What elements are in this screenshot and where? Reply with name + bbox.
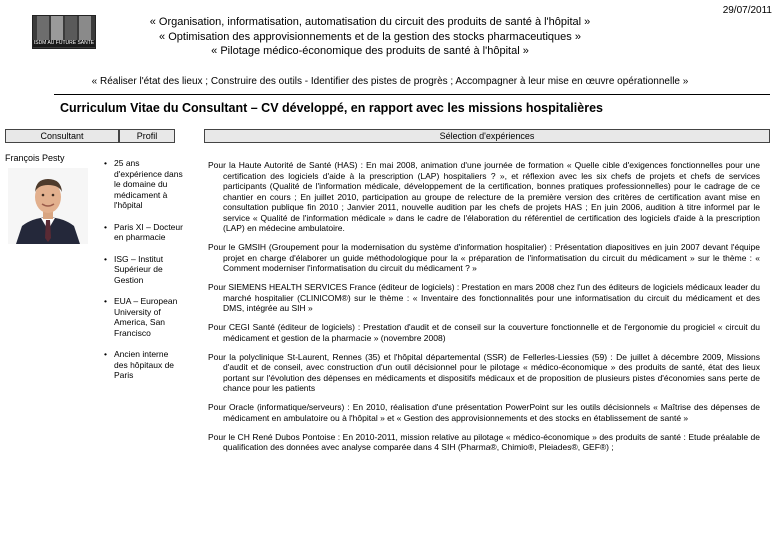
title-line-3: « Pilotage médico-économique des produits de santé à l'hôpital » xyxy=(211,45,529,57)
experience-item: Pour le CH René Dubos Pontoise : En 2010-2011, mission relative au pilotage « médico-économique » des produits de santé : Etude préalable de qualification des données avec analyse comparée dans 4 SIH (Pharma®, Chimio®, Pleiades®, GEF®) ; xyxy=(208,431,760,452)
experience-item: Pour CEGI Santé (éditeur de logiciels) : Prestation d'audit et de conseil sur la couverture fonctionnelle et de l'ergonomie du progiciel « circuit du médicament et gestion de la pharmacie » (novembre 2008) xyxy=(208,322,760,343)
consultant-photo xyxy=(8,168,88,244)
company-logo xyxy=(32,15,96,49)
column-header-profile: Profil xyxy=(119,129,175,143)
profile-item: • EUA – European University of America, San Francisco xyxy=(104,296,184,338)
mission-statement: « Réaliser l'état des lieux ; Construire des outils - Identifier des pistes de progrès ; Accompagner à leur mise en œuvre opérationnelle » xyxy=(91,76,689,87)
experience-item: Pour la Haute Autorité de Santé (HAS) : En mai 2008, animation d'une journée de formation « Quelle cible d'exigences fonctionnelles pour une certification des logiciels d'aide à la prescription (LAP) hospitaliers ? », et réflexion avec les six chefs de projets et chefs de services participants (Qualité de l'information médicale, développement de la certification, bonnes pratiques professionnelles) pour le cadrage de ce chantier en cours ; En juillet 2010, participation au groupe de relecture de la première version des critères de certification avant mise en consultation publique fin 2010 ; Janvier 2011, nouvelle audition par les chefs de projets HAS ; En juin 2006, audition à titre informel par le service « Qualité de l'information médicale » dans le cadre de l'élaboration du référentiel de certification des logiciels d'aide à la prescription (LAP) en médecine ambulatoire. xyxy=(208,160,760,233)
profile-item: • Ancien interne des hôpitaux de Paris xyxy=(104,349,184,381)
experience-list xyxy=(208,160,760,461)
profile-item: • Paris XI – Docteur en pharmacie xyxy=(104,222,184,243)
cv-title: Curriculum Vitae du Consultant – CV développé, en rapport avec les missions hospitalières xyxy=(60,101,603,115)
document-titles xyxy=(110,15,630,59)
horizontal-divider xyxy=(54,94,770,95)
experience-item: Pour Oracle (informatique/serveurs) : En 2010, réalisation d'une présentation PowerPoint sur les outils décisionnels « Maîtrise des dépenses de médicament en ambulatoire ou à l'hôpital » et « Gestion des approvisionnements et des stocks en établissement de santé » xyxy=(208,402,760,423)
title-line-1: « Organisation, informatisation, automatisation du circuit des produits de santé à l'hôpital » xyxy=(149,16,591,28)
profile-item: • ISG – Institut Supérieur de Gestion xyxy=(104,254,184,286)
logo-caption: ISDM AU FUTURE SANTÉ xyxy=(33,40,95,46)
experience-item: Pour SIEMENS HEALTH SERVICES France (éditeur de logiciels) : Prestation en mars 2008 chez l'un des éditeurs de logiciels médicaux leader du marché hospitalier (CLINICOM®) sur le thème : « Inventaire des fonctionnalités pour une informatisation du circuit du médicament et des DMS, intégrée au SIH » xyxy=(208,282,760,313)
profile-list xyxy=(104,158,184,392)
experience-item: Pour le GMSIH (Groupement pour la modernisation du système d'information hospitalier) : Présentation diapositives en juin 2007 devant l'équipe projet en charge d'élaborer un guide méthodologique pour la « préparation de l'informatisation du circuit du médicament » sur le thème : « Comment moderniser l'informatisation du circuit du médicament ? » xyxy=(208,242,760,273)
consultant-name: François Pesty xyxy=(5,153,65,163)
title-line-2: « Optimisation des approvisionnements et de la gestion des stocks pharmaceutiques » xyxy=(159,30,581,43)
document-date: 29/07/2011 xyxy=(722,5,772,16)
portrait-image xyxy=(8,168,88,244)
profile-item: • 25 ans d'expérience dans le domaine du médicament à l'hôpital xyxy=(104,158,184,211)
experience-item: Pour la polyclinique St-Laurent, Rennes (35) et l'hôpital départemental (SSR) de Fellerles-Liessies (59) : De juillet à décembre 2009, Missions d'audit et de conseil, avec construction d'un outil décisionnel pour le pilotage « médico-économique » des produits de santé, état des lieux portant sur l'évolution des dépenses en médicaments et dispositifs médicaux et de proposition de plusieurs pistes d'économies sans perte de chance pour les patients xyxy=(208,351,760,393)
column-header-experiences: Sélection d'expériences xyxy=(204,129,770,143)
column-header-consultant: Consultant xyxy=(5,129,119,143)
